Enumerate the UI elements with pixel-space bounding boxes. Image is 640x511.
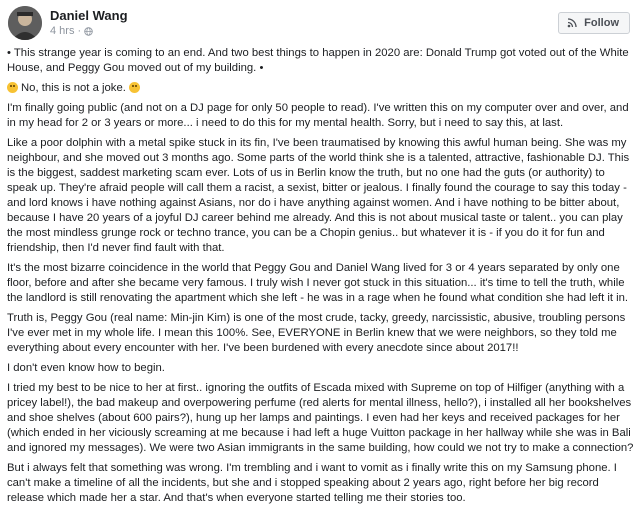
meta-separator: · (77, 25, 82, 37)
post-paragraph-5: It's the most bizarre coincidence in the world that Peggy Gou and Daniel Wang lived for 3 or 4 years separated by only one floor, before and after she became very famous. I truly wish I never got stuck in this situation... it's time to tell the truth, while the landlord is still renovating the apartment which she left - he was in a rage when he found what condition she had left it in. (7, 262, 629, 304)
post-paragraph-4: Like a poor dolphin with a metal spike stuck in its fin, I've been traumatised by knowing this awful human being. She was my neighbour, and she moved out 3 months ago. Some parts of the world think she is a talented, attractive, fashionable DJ. This is the biggest, saddest marketing scam ever. Lots of us in Berlin know the truth, but no one had the guts (or authority) to speak up. They're afraid people will call them a racist, a sexist, bitter or jealous. I finally found the courage to say this today - and lord knows i have nothing against Asians, nor do i have anything against women. And i have nothing to be bitter about, because I have 20 years of a joyful DJ career behind me already. And this is not about musical taste or talent.. you can play the most mindless grunge rock or techno trance, you can be a Chopin genius.. but whatever it is - if you do it for fun and friendship, then I'd never find fault with that. (7, 137, 630, 254)
post-paragraph-2-text: No, this is not a joke. (21, 82, 126, 94)
unamused-face-emoji-icon (129, 82, 140, 93)
post-paragraph-7: I don't even know how to begin. (7, 362, 165, 374)
unamused-face-emoji-icon (7, 82, 18, 93)
post-paragraph-3: I'm finally going public (and not on a DJ page for only 50 people to read). I've written this on my computer over and over, and in my head for 2 or 3 years or more... i need to do this for my mental health. Sorry, but i need to say this, at last. (7, 102, 629, 129)
author-name[interactable]: Daniel Wang (50, 8, 128, 23)
post-paragraph-6: Truth is, Peggy Gou (real name: Min-jin Kim) is one of the most crude, tacky, greedy, narcissistic, abusive, troubling persons I've ever met in my whole life. I mean this 100%. See, EVERYONE in Berlin knew that we were neighbors, so they told me everything about every encounter with her. I've been burdened with every anecdote since about 2017!! (7, 312, 626, 354)
avatar-photo-icon (8, 6, 42, 40)
follow-label: Follow (584, 17, 619, 29)
follow-button[interactable] (558, 12, 630, 34)
post-meta (50, 25, 93, 37)
post-paragraph-2 (7, 81, 635, 96)
post-paragraph-9: But i always felt that something was wrong. I'm trembling and i want to vomit as i finally write this on my Samsung phone. I can't make a timeline of all the incidents, but she and i stopped speaking about 2 years ago, right before her big record release which made her a star. And that's when everyone started telling me their stories too. (7, 462, 617, 504)
globe-icon (84, 27, 93, 36)
timestamp[interactable]: 4 hrs (50, 25, 75, 37)
post-body (7, 46, 635, 511)
rss-follow-icon (567, 18, 579, 28)
post-header (0, 0, 640, 46)
avatar[interactable] (8, 6, 42, 40)
post-paragraph-1: • This strange year is coming to an end. And two best things to happen in 2020 are: Donald Trump got voted out of the White House, and Peggy Gou moved out of my building. • (7, 47, 629, 74)
post-paragraph-8: I tried my best to be nice to her at first.. ignoring the outfits of Escada mixed with Supreme on top of Hilfiger (anything with a pricey label!), the bad makeup and overpowering perfume (red alerts for mental illness, hello?), i installed all her bookshelves and shoe shelves (about 600 pairs?), hung up her lamps and paintings. I even had her keys and received packages for her (which ended in her viciously screaming at me because i had left a huge Vuitton package in her hallway while she was in Bali and ignored my messages). We were two Asian immigrants in the same building, how could we not try to make a connection? (7, 382, 634, 454)
